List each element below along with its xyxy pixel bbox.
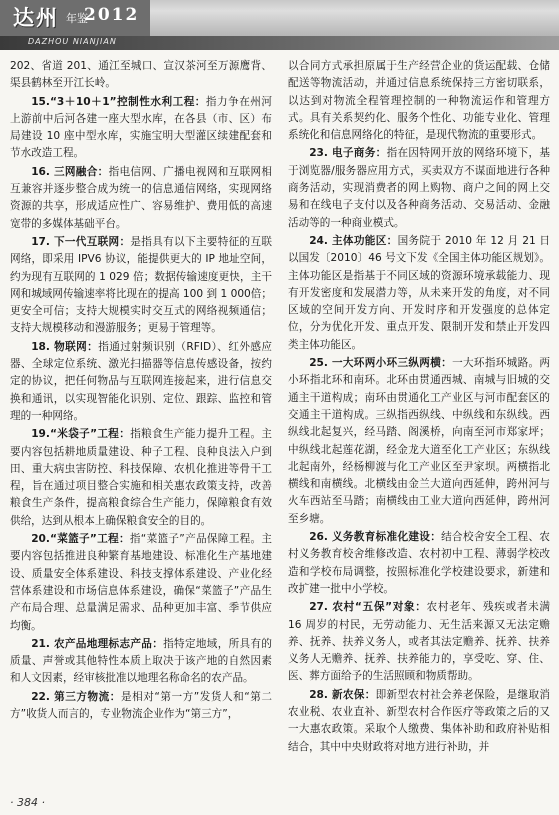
entry-text: 指通过射频识别（RFID）、红外感应器、全球定位系统、激光扫描器等信息传感设备，按约定的协议，把任何物品与互联网连接起来，进行信息交换和通讯，以实现智能化识别、定位、跟踪、监控和管理的一种网络。	[10, 340, 272, 422]
glossary-entry	[288, 145, 550, 231]
glossary-entry	[10, 636, 272, 688]
entry-term: 28. 新农保：	[309, 688, 376, 701]
entry-term: 26. 义务教育标准化建设：	[309, 531, 442, 544]
page-number: · 384 ·	[10, 796, 45, 809]
glossary-entry	[288, 355, 550, 528]
entry-term: 15.“3＋10＋1”控制性水利工程：	[31, 95, 206, 108]
entry-term: 22. 第三方物流：	[31, 690, 121, 703]
entry-term: 27. 农村“五保”对象：	[309, 601, 427, 614]
entry-term: 19.“米袋子”工程：	[31, 428, 131, 441]
entry-term: 25. 一大环两小环三纵两横：	[309, 357, 453, 370]
entry-term: 17. 下一代互联网：	[31, 235, 131, 248]
entry-term: 18. 物联网：	[31, 340, 99, 353]
entry-text: 指力争在州河上游前中后河各建一座大型水库，在各县（市、区）布局建设 10 座中型水库，实施宝明大型灌区续建配套和节水改造工程。	[10, 95, 272, 160]
header-nianjian-label: 年鉴	[66, 12, 88, 25]
entry-text: 指“菜篮子”产品保障工程。主要内容包括推进良种繁育基地建设、标准化生产基地建设、质量安全体系建设、科技支撑体系建设、产业化经营体系建设和市场信息体系建设，确保“菜篮子”产品生产布局合理、总量满足需求、品种更加丰富、季节供应均衡。	[10, 533, 272, 632]
entry-text: 即新型农村社会养老保险，是继取消农业税、农业直补、新型农村合作医疗等政策之后的又一大惠农政策。采取个人缴费、集体补助和政府补贴相结合，其中中央财政将对地方进行补助，并	[288, 688, 550, 753]
header-city-title: 达州	[13, 5, 59, 30]
header-english-title: DAZHOU NIANJIAN	[28, 37, 117, 46]
entry-text: 指在因特网开放的网络环境下，基于浏览器/服务器应用方式，买卖双方不谋面地进行各种商务活动，实现消费者的网上购物、商户之间的网上交易和在线电子支付以及各种商务活动、交易活动、金融活动等的一种商业模式。	[288, 147, 550, 229]
entry-term: 21. 农产品地理标志产品：	[31, 637, 164, 650]
glossary-entry	[10, 164, 272, 233]
entry-text: 指特定地域，所具有的质量、声誉或其他特性本质上取决于该产地的自然因素和人文因素，经审核批准以地理名称命名的农产品。	[10, 637, 272, 685]
entry-text: 农村老年、残疾或者未满 16 周岁的村民，无劳动能力、无生活来源又无法定赡养、抚养、扶养义务人，或者其法定赡养、抚养、扶养义务人无赡养、抚养、扶养能力的，享受吃、穿、住、医、葬方面给予的生活照顾和物质帮助。	[288, 601, 550, 683]
left-text-column	[10, 58, 272, 798]
glossary-entry	[10, 94, 272, 163]
entry-text: 是相对“第一方”发货人和“第二方”收货人而言的，专业物流企业作为“第三方”，	[10, 690, 272, 720]
entry-text: 一大环指环城路。两小环指北环和南环。北环由贯通西城、南城与旧城的交通主干道构成；南环由贯通化工产业区与河市配套区的交通主干道构成。三纵指西纵线、中纵线和东纵线。西纵线北起复兴，经马踏、阁溪桥，向南至河市郑家坪；中纵线北起莲花湖，经金龙大道至化工产业区；东纵线北起南外，经杨柳渡与化工产业区至尹家坝。两横指北横线和南横线。北横线由金兰大道向西延伸，跨州河与火车西站至马踏；南横线由工业大道向西延伸，跨州河至乡塘。	[288, 357, 550, 525]
glossary-entry	[10, 531, 272, 635]
glossary-entry	[288, 233, 550, 354]
entry-text: 结合校舍安全工程、农村义务教育校舍维修改造、农村初中工程、薄弱学校改造和学校布局调整，按照标准化学校建设要求，新建和改扩建一批中小学校。	[288, 531, 550, 595]
entry-term: 23. 电子商务：	[309, 147, 387, 160]
entry-text: 国务院于 2010 年 12 月 21 日以国发〔2010〕46 号文下发《全国主体功能区规划》。主体功能区是指基于不同区域的资源环境承载能力、现有开发密度和发展潜力等，从未来开发的角度，对不同区域的空间开发方向、开发时序和开发强度的总体定位，分为优化开发、重点开发、限制开发和禁止开发四类主体功能区。	[288, 234, 550, 351]
glossary-entry	[288, 58, 550, 144]
entry-term: 24. 主体功能区：	[309, 234, 398, 247]
entry-text: 202、省道 201、通江至城口、宣汉茶河至万源鹰背、渠县鹤林至开江长岭。	[10, 60, 272, 90]
entry-term: 16. 三网融合：	[31, 165, 109, 178]
glossary-entry	[10, 234, 272, 338]
glossary-entry	[10, 58, 272, 93]
glossary-entry	[288, 599, 550, 685]
entry-text: 以合同方式承担原属于生产经营企业的货运配载、仓储配送等物流活动，并通过信息系统保持三方密切联系，以达到对物流全程管理控制的一种物流运作和管理方式。具有关系契约化、服务个性化、功能专业化、管理系统化和信息网络化的特征，是现代物流的重要形式。	[288, 60, 550, 142]
glossary-entry	[288, 529, 550, 598]
page-header	[0, 0, 559, 50]
entry-term: 20.“菜篮子”工程：	[31, 533, 130, 546]
entry-text: 是指具有以下主要特征的互联网络，即采用 IPV6 协议，能提供更大的 IP 地址空间，约为现有互联网的 1 029 倍；数据传输速度更快，主干网和城域网传输速率将比现在的提高 100 到 1 000倍；更安全可信；支持大规模实时交互式的网络视频通信；支持大规模移动和漫游服务；更易于管理等。	[10, 235, 272, 335]
glossary-entry	[10, 689, 272, 724]
glossary-entry	[10, 426, 272, 530]
glossary-entry	[288, 687, 550, 756]
entry-text: 指电信网、广播电视网和互联网相互兼容并逐步整合成为统一的信息通信网络，实现网络资源的共享，形成适应性广、容易维护、费用低的高速宽带的多媒体基础平台。	[10, 165, 272, 230]
right-text-column	[288, 58, 550, 798]
entry-text: 指粮食生产能力提升工程。主要内容包括耕地质量建设、种子工程、良种良法入户到田、重大病虫害防控、科技保障、农机化推进等骨干工程，旨在通过项目整合实施和相关惠农政策支持，改善粮食生产条件，提高粮食综合生产能力，保障粮食有效供给，达到从根本上确保粮食安全的目的。	[10, 428, 272, 527]
glossary-entry	[10, 339, 272, 425]
header-year: 2012	[84, 5, 140, 25]
